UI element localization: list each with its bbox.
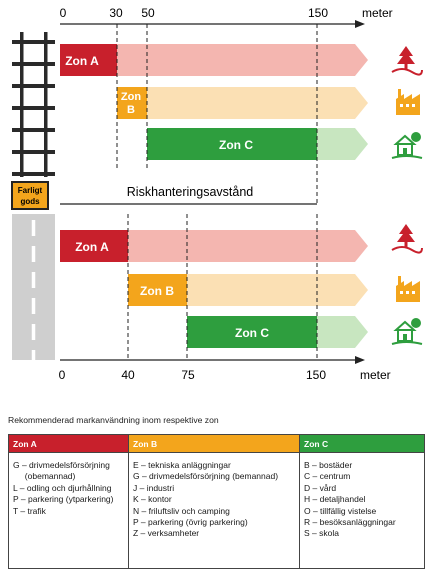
top-axis-unit: meter	[362, 6, 393, 20]
factory-icon	[396, 89, 420, 115]
bottom-tick-75: 75	[181, 368, 195, 382]
legend-item: S – skola	[304, 528, 339, 539]
top-zone-a-label: Zon A	[65, 54, 99, 68]
legend-item: J – industri	[133, 482, 175, 493]
legend-item: G – drivmedelsförsörjning	[13, 460, 110, 470]
top-tick-150: 150	[307, 6, 329, 20]
tree-icon	[392, 46, 422, 75]
legend-header-zon-a: Zon A	[9, 435, 129, 453]
factory-icon	[396, 276, 420, 302]
bottom-zone-b-bar	[128, 274, 368, 306]
top-zone-c-label: Zon C	[219, 138, 253, 152]
bottom-tick-40: 40	[121, 368, 135, 382]
top-zone-c-bar	[147, 128, 368, 160]
top-axis	[60, 6, 393, 28]
railway-icon	[12, 32, 55, 177]
risk-distance-label: Riskhanteringsavstånd	[126, 185, 254, 199]
legend-item: B – bostäder	[304, 460, 353, 470]
legend-item: H – detaljhandel	[304, 494, 366, 505]
bottom-zone-c-label: Zon C	[235, 326, 269, 340]
legend-header-zon-c: Zon C	[300, 435, 425, 453]
bottom-axis	[59, 356, 391, 382]
bottom-zone-c-bar	[187, 316, 368, 348]
legend-item: Z – verksamheter	[133, 528, 200, 539]
land-use-legend-table	[8, 434, 425, 569]
bottom-axis-unit: meter	[360, 368, 391, 382]
tree-icon	[392, 224, 422, 253]
legend-item: E – tekniska anläggningar	[133, 460, 231, 470]
legend-column-zon-b	[129, 453, 300, 569]
top-zone-a-bar	[60, 44, 368, 76]
top-tick-30: 30	[109, 6, 123, 20]
legend-item: (obemannad)	[13, 471, 76, 482]
top-zone-b-bar	[117, 87, 368, 119]
hazard-sign-line1: Farligt	[17, 186, 43, 195]
hazard-sign-line2: gods	[20, 197, 40, 206]
top-zone-b-label-line1: Zon	[120, 91, 142, 103]
legend-item: O – tillfällig vistelse	[304, 505, 377, 516]
legend-item: T – trafik	[13, 505, 46, 516]
bottom-zone-b-label: Zon B	[140, 284, 174, 298]
legend-item: C – centrum	[304, 471, 351, 482]
legend-item: D – vård	[304, 482, 337, 493]
legend-column-zon-a	[9, 453, 129, 569]
legend-caption: Rekommenderad markanvändning inom respektive zon	[8, 415, 219, 425]
house-icon	[392, 318, 422, 344]
top-tick-0: 0	[59, 6, 67, 20]
top-zone-b-label-line2: B	[127, 104, 135, 116]
house-icon	[392, 132, 422, 158]
bottom-tick-150: 150	[305, 368, 327, 382]
bottom-zone-a-label: Zon A	[75, 240, 109, 254]
legend-item: N – friluftsliv och camping	[133, 505, 230, 516]
dangerous-goods-sign	[12, 182, 48, 209]
road-icon	[12, 214, 55, 360]
risk-distance-indicator	[60, 185, 317, 204]
legend-header-zon-b: Zon B	[129, 435, 300, 453]
legend-item: K – kontor	[133, 494, 172, 505]
legend-item: P – parkering (övrig parkering)	[133, 517, 248, 528]
bottom-tick-0: 0	[58, 368, 66, 382]
legend-item: R – besöksanläggningar	[304, 517, 396, 528]
legend-item: L – odling och djurhållning	[13, 482, 112, 493]
top-tick-50: 50	[141, 6, 155, 20]
legend-item: G – drivmedelsförsörjning (bemannad)	[133, 471, 279, 482]
legend-column-zon-c	[300, 453, 425, 569]
legend-item: P – parkering (ytparkering)	[13, 494, 114, 505]
bottom-zone-a-bar	[60, 230, 368, 262]
